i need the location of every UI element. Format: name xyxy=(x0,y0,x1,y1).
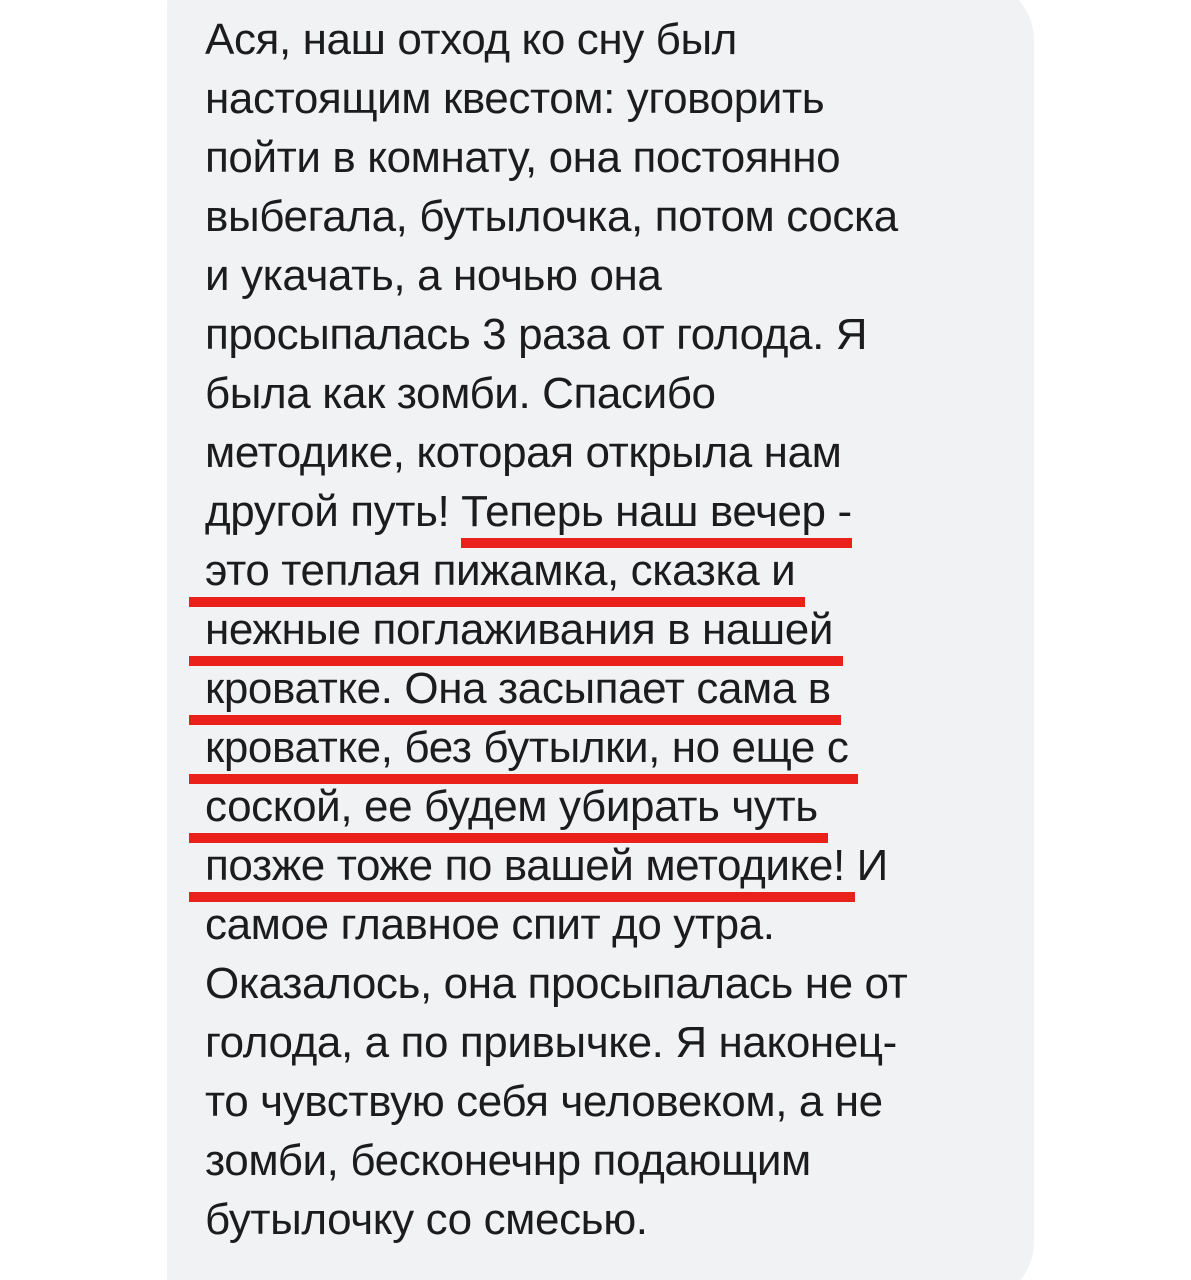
message-text xyxy=(205,10,907,1249)
message-line xyxy=(205,1131,907,1190)
message-line xyxy=(205,600,907,659)
message-line xyxy=(205,482,907,541)
underlined-text-segment: Теперь наш вечер - xyxy=(461,487,852,548)
message-line xyxy=(205,128,907,187)
underlined-text-segment: соской, ее будем убирать чуть xyxy=(189,782,828,843)
text-segment: бутылочку со смесью. xyxy=(205,1195,648,1244)
message-line xyxy=(205,1013,907,1072)
text-segment: другой путь! xyxy=(205,487,462,536)
underlined-text-segment: кроватке, без бутылки, но еще с xyxy=(189,723,858,784)
message-line xyxy=(205,954,907,1013)
text-segment: настоящим квестом: уговорить xyxy=(205,74,825,123)
message-line xyxy=(205,1190,907,1249)
message-line xyxy=(205,777,907,836)
message-line xyxy=(205,423,907,482)
message-line xyxy=(205,69,907,128)
message-line xyxy=(205,1072,907,1131)
message-line xyxy=(205,364,907,423)
message-line xyxy=(205,10,907,69)
underlined-text-segment: кроватке. Она засыпает сама в xyxy=(189,664,841,725)
underlined-text-segment: позже тоже по вашей методике! xyxy=(189,841,855,902)
text-segment: методике, которая открыла нам xyxy=(205,428,842,477)
text-segment: пойти в комнату, она постоянно xyxy=(205,133,841,182)
text-segment: просыпалась 3 раза от голода. Я xyxy=(205,310,868,359)
text-segment: голода, а по привычке. Я наконец- xyxy=(205,1018,897,1067)
text-segment: зомби, бесконечнр подающим xyxy=(205,1136,811,1185)
message-line xyxy=(205,718,907,777)
message-line xyxy=(205,836,907,895)
text-segment: Ася, наш отход ко сну был xyxy=(205,15,737,64)
message-line xyxy=(205,895,907,954)
text-segment: И xyxy=(844,841,888,890)
message-line xyxy=(205,305,907,364)
message-line xyxy=(205,541,907,600)
text-segment: была как зомби. Спасибо xyxy=(205,369,716,418)
text-segment: самое главное спит до утра. xyxy=(205,900,775,949)
text-segment: и укачать, а ночью она xyxy=(205,251,662,300)
message-line xyxy=(205,246,907,305)
chat-message-bubble xyxy=(167,0,1034,1280)
text-segment: выбегала, бутылочка, потом соска xyxy=(205,192,898,241)
underlined-text-segment: это теплая пижамка, сказка и xyxy=(189,546,805,607)
message-line xyxy=(205,659,907,718)
underlined-text-segment: нежные поглаживания в нашей xyxy=(189,605,843,666)
text-segment: то чувствую себя человеком, а не xyxy=(205,1077,883,1126)
message-line xyxy=(205,187,907,246)
text-segment: Оказалось, она просыпалась не от xyxy=(205,959,908,1008)
